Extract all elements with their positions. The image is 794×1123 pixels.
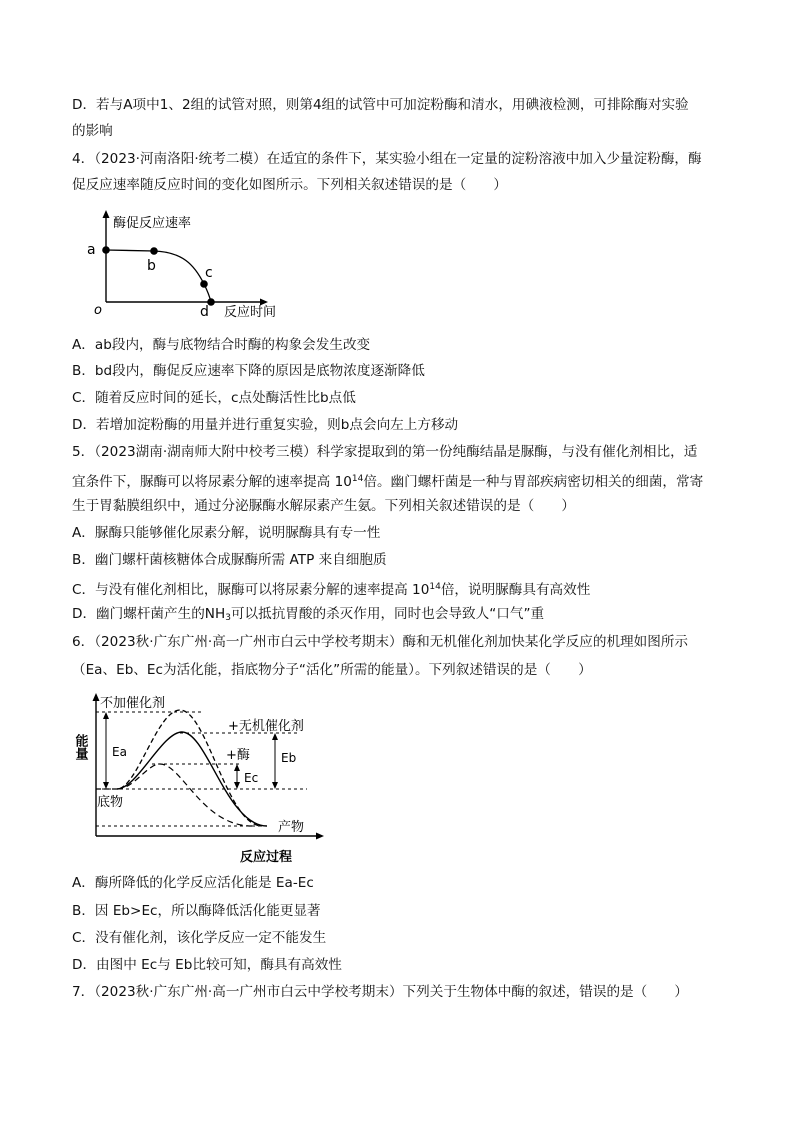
q4-option-c: C．随着反应时间的延长，c点处酶活性比b点低 (72, 390, 356, 406)
q3-option-d-line1: D．若与A项中1、2组的试管对照，则第4组的试管中可加淀粉酶和清水，用碘液检测，可排除酶对实验 (72, 97, 689, 113)
label-d: d (200, 304, 209, 320)
x-axis-label: 反应时间 (224, 305, 277, 320)
ea-arrow-bottom-icon (103, 782, 109, 789)
q3-option-d-line2: 的影响 (72, 123, 113, 139)
q5-option-c: C．与没有催化剂相比，脲酶可以将尿素分解的速率提高 $10^{14}$倍，说明脲酶具有高效性 (72, 582, 591, 598)
label-inorganic: +无机催化剂 (228, 719, 304, 734)
q5-stem-line2: 宜条件下，脲酶可以将尿素分解的速率提高 $10^{14}$倍。幽门螺杆菌是一种与胃部疾病密切相关的细菌，常寄 (72, 474, 704, 490)
label-b: b (147, 258, 156, 274)
q5-stem-line1: 5．（2023湖南·湖南师大附中校考三模）科学家提取到的第一份纯酶结晶是脲酶，与没有催化剂相比，适 (72, 444, 698, 460)
label-no-catalyst: 不加催化剂 (100, 696, 166, 711)
q4-option-a: A．ab段内，酶与底物结合时酶的构象会发生改变 (72, 337, 371, 353)
eb-arrow-bottom-icon (272, 782, 278, 789)
q6-option-c: C．没有催化剂，该化学反应一定不能发生 (72, 930, 327, 946)
q5-option-d: D．幽门螺杆菌产生的$NH_3$可以抵抗胃酸的杀灭作用，同时也会导致人“口气”重 (72, 606, 545, 623)
q6-option-a: A．酶所降低的化学反应活化能是 Ea-Ec (72, 875, 314, 891)
q4-option-b: B．bd段内，酶促反应速率下降的原因是底物浓度逐渐降低 (72, 363, 425, 379)
q4-stem-line2: 促反应速率随反应时间的变化如图所示。下列相关叙述错误的是（ ） (72, 177, 507, 193)
curve-enzyme (117, 764, 252, 826)
y-axis-arrow-icon (103, 210, 110, 218)
q4-option-d: D．若增加淀粉酶的用量并进行重复实验，则b点会向左上方移动 (72, 417, 459, 433)
q4-stem-line1: 4．（2023·河南洛阳·统考二模）在适宜的条件下，某实验小组在一定量的淀粉溶液中加入少量淀粉酶，酶 (72, 151, 702, 167)
label-a: a (87, 242, 96, 258)
label-ea: Ea (112, 745, 127, 759)
rate-curve (106, 250, 211, 302)
x-axis-arrow-icon (316, 833, 324, 840)
point-a (102, 246, 110, 254)
ec-arrow-bottom-icon (234, 782, 240, 789)
q6-option-b: B．因 Eb>Ec，所以酶降低活化能更显著 (72, 903, 321, 919)
label-c: c (205, 265, 213, 281)
q5-option-a: A．脲酶只能够催化尿素分解，说明脲酶具有专一性 (72, 525, 381, 541)
q6-stem-line1: 6．（2023秋·广东广州·高一广州市白云中学校考期末）酶和无机催化剂加快某化学反应的机理如图所示 (72, 634, 689, 650)
label-product: 产物 (278, 820, 305, 835)
label-enzyme: +酶 (226, 748, 250, 763)
q5-option-b: B．幽门螺杆菌核糖体合成脲酶所需 ATP 来自细胞质 (72, 552, 387, 568)
q7-stem-line1: 7．（2023秋·广东广州·高一广州市白云中学校考期末）下列关于生物体中酶的叙述，错误的是（ ） (72, 984, 689, 1000)
origin-label: o (94, 303, 102, 318)
q6-option-d: D．由图中 Ec与 Eb比较可知，酶具有高效性 (72, 957, 342, 973)
y-axis-label: 能量 (72, 734, 88, 760)
q4-rate-time-figure (84, 206, 314, 324)
ea-arrow-top-icon (103, 712, 109, 719)
point-c (200, 280, 208, 288)
y-axis-arrow-icon (93, 693, 100, 701)
label-ec: Ec (244, 771, 259, 785)
y-axis-label: 酶促反应速率 (113, 216, 192, 231)
q5-stem-line3: 生于胃黏膜组织中，通过分泌脲酶水解尿素产生氨。下列相关叙述错误的是（ ） (72, 498, 575, 514)
label-substrate: 底物 (97, 795, 124, 810)
label-eb: Eb (281, 751, 297, 765)
x-axis-label: 反应过程 (240, 850, 293, 865)
point-b (150, 247, 158, 255)
ec-arrow-top-icon (234, 764, 240, 771)
eb-arrow-top-icon (272, 733, 278, 740)
q6-stem-line2: （Ea、Eb、Ec为活化能，指底物分子“活化”所需的能量）。下列叙述错误的是（ ） (72, 662, 592, 678)
q6-energy-figure (72, 690, 332, 865)
